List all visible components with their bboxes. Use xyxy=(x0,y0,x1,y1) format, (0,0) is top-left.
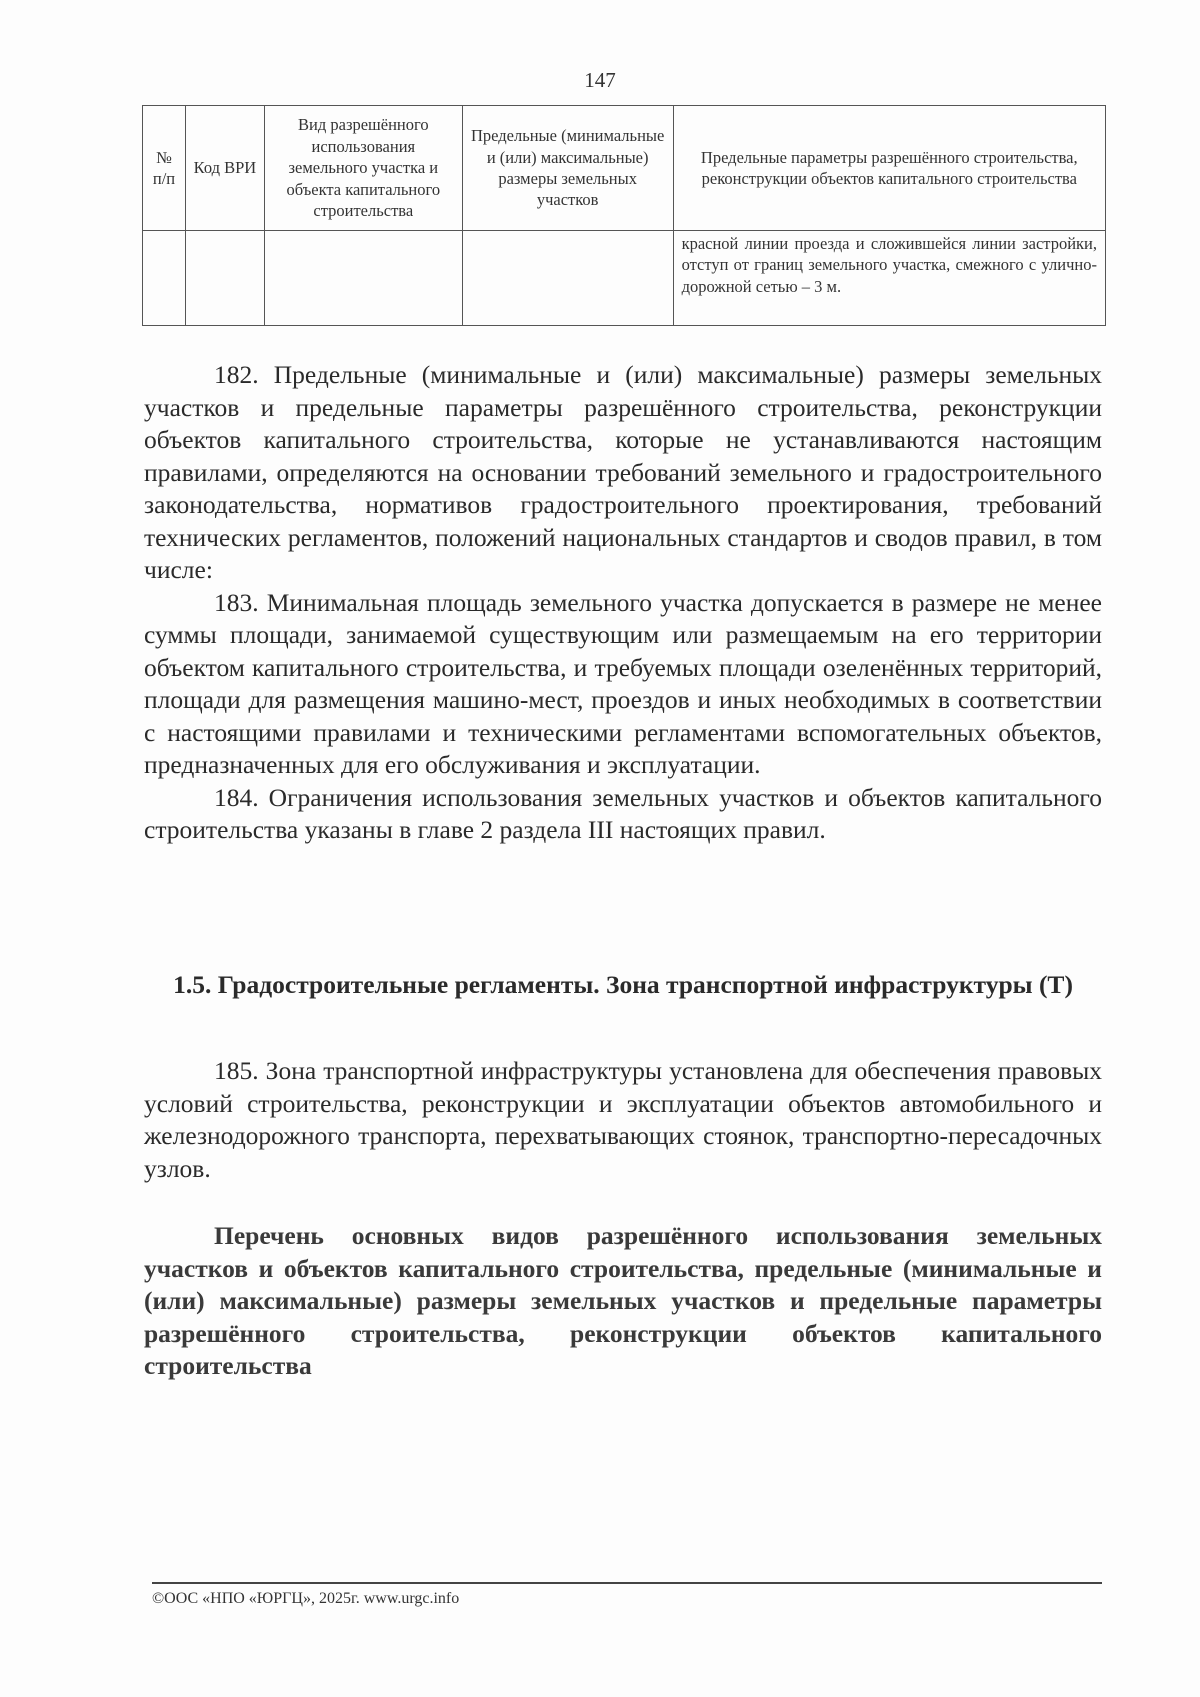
cell-plot-sizes xyxy=(462,231,673,326)
cell-use-type xyxy=(264,231,462,326)
parameters-table xyxy=(142,105,1106,326)
paragraph-183: 183. Минимальная площадь земельного участка допускается в размере не менее суммы площади, занимаемой существующим или размещаемым на его территории объектом капитального строительства, и требуемых площади озеленённых территорий, площади для размещения машино-мест, проездов и иных необходимых в соответствии с настоящими правилами и техническими регламентами вспомогательных объектов, предназначенных для его обслуживания и эксплуатации. xyxy=(144,587,1102,779)
paragraphs-block-2 xyxy=(144,1055,1102,1185)
list-heading: Перечень основных видов разрешённого использования земельных участков и объектов капитального строительства, предельные (минимальные и (или) максимальные) размеры земельных участков и предельные параметры разрешённого строительства, реконструкции объектов капитального строительства xyxy=(144,1221,1102,1380)
footer-divider xyxy=(152,1582,1102,1584)
cell-number xyxy=(143,231,186,326)
cell-code xyxy=(185,231,264,326)
paragraph-185: 185. Зона транспортной инфраструктуры установлена для обеспечения правовых условий строительства, реконструкции и эксплуатации объектов автомобильного и железнодорожного транспорта, перехватывающих стоянок, транспортно-пересадочных узлов. xyxy=(144,1056,1102,1183)
table-row xyxy=(143,231,1106,326)
header-construction-params: Предельные параметры разрешённого строительства, реконструкции объектов капитального строительства xyxy=(673,106,1105,231)
section-heading: 1.5. Градостроительные регламенты. Зона транспортной инфраструктуры (Т) xyxy=(173,970,1073,999)
header-code: Код ВРИ xyxy=(185,106,264,231)
table-header-row xyxy=(143,106,1106,231)
header-number: № п/п xyxy=(143,106,186,231)
paragraph-182: 182. Предельные (минимальные и (или) максимальные) размеры земельных участков и предельные параметры разрешённого строительства, реконструкции объектов капитального строительства, которые не устанавливаются настоящим правилами, определяются на основании требований земельного и градостроительного законодательства, нормативов градостроительного проектирования, требований технических регламентов, положений национальных стандартов и сводов правил, в том числе: xyxy=(144,360,1102,584)
cell-construction-params: красной линии проезда и сложившейся линии застройки, отступ от границ земельного участка, смежного с улично-дорожной сетью – 3 м. xyxy=(673,231,1105,326)
footer-copyright: ©ООС «НПО «ЮРГЦ», 2025г. www.urgc.info xyxy=(152,1590,460,1607)
page-number: 147 xyxy=(584,68,616,92)
paragraphs-block-1 xyxy=(144,359,1102,847)
paragraph-184: 184. Ограничения использования земельных участков и объектов капитального строительства указаны в главе 2 раздела III настоящих правил. xyxy=(144,782,1102,844)
header-plot-sizes: Предельные (минимальные и (или) максимальные) размеры земельных участков xyxy=(462,106,673,231)
header-use-type: Вид разрешённого использования земельного участка и объекта капитального строительства xyxy=(264,106,462,231)
